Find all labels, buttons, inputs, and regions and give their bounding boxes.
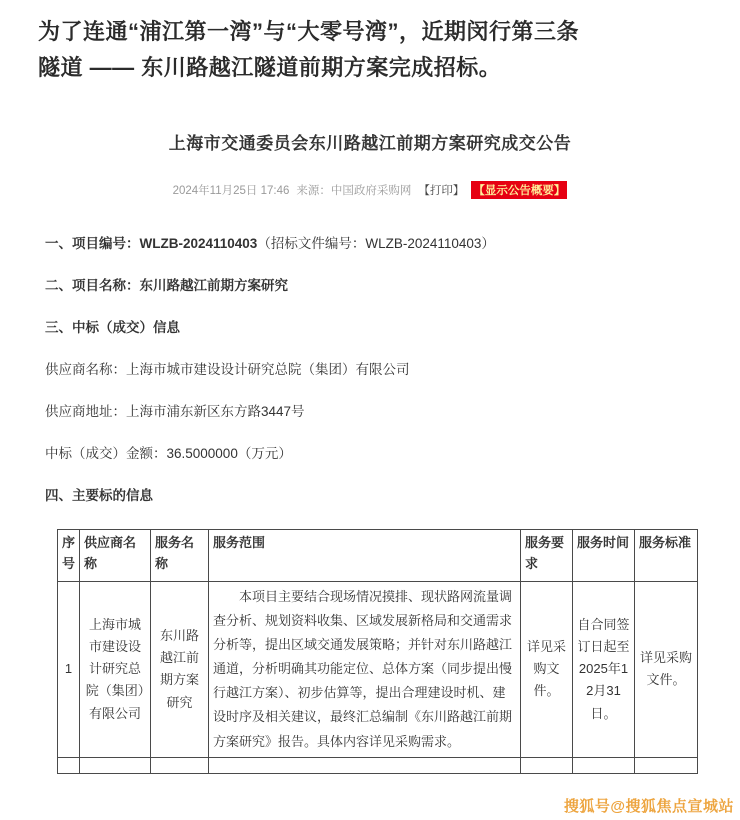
empty-cell — [635, 757, 698, 773]
section-award-info: 三、中标（成交）信息 — [45, 320, 180, 336]
subject-info-table — [57, 529, 698, 773]
cell-service-standard: 详见采购文件。 — [635, 582, 698, 757]
section-project-name: 二、项目名称：东川路越江前期方案研究 — [45, 278, 288, 294]
section-project-number — [45, 235, 695, 252]
empty-cell — [80, 757, 151, 773]
empty-cell — [521, 757, 573, 773]
table-empty-row — [58, 757, 698, 773]
col-header-service-time: 服务时间 — [573, 530, 635, 582]
service-scope-text: 本项目主要结合现场情况摸排、现状路网流量调查分析、规划资料收集、区域发展新格局和交通需求分析等，提出区域交通发展策略；并针对东川路越江通道，分析明确其功能定位、总体方案（同步提出慢行越江方案）、初步估算等，提出合理建设时机、建设时序及相关建议，最终汇总编制《东川路越江前期方案研究》报告。具体内容详见采购需求。 — [213, 589, 513, 749]
table-header-row — [58, 530, 698, 582]
table-row — [58, 582, 698, 757]
col-header-service-requirement: 服务要求 — [521, 530, 573, 582]
cell-service-name: 东川路越江前期方案研究 — [151, 582, 209, 757]
sohu-watermark: 搜狐号@搜狐焦点宣城站 — [563, 798, 734, 815]
project-number-label: 一、项目编号：WLZB-2024110403 — [45, 236, 258, 252]
meta-datetime: 2024年11月25日 17:46 — [172, 185, 290, 198]
cell-service-scope — [209, 582, 521, 757]
meta-source: 来源：中国政府采购网 — [296, 185, 412, 198]
intro-line-1: 为了连通“浦江第一湾”与“大零号湾”，近期闵行第三条 — [38, 19, 580, 44]
empty-cell — [209, 757, 521, 773]
show-summary-button[interactable]: 【显示公告概要】 — [471, 181, 567, 199]
empty-cell — [151, 757, 209, 773]
col-header-service-name: 服务名称 — [151, 530, 209, 582]
announcement-meta — [0, 181, 740, 199]
announcement-title: 上海市交通委员会东川路越江前期方案研究成交公告 — [168, 134, 572, 154]
col-header-service-standard: 服务标准 — [635, 530, 698, 582]
project-number-extra: （招标文件编号：WLZB-2024110403） — [257, 236, 495, 252]
cell-service-time: 自合同签订日起至2025年12月31日。 — [573, 582, 635, 757]
col-header-seq: 序号 — [58, 530, 80, 582]
empty-cell — [573, 757, 635, 773]
intro-paragraph — [38, 14, 702, 85]
supplier-name-line: 供应商名称：上海市城市建设设计研究总院（集团）有限公司 — [45, 362, 410, 378]
col-header-service-scope: 服务范围 — [209, 530, 521, 582]
print-link[interactable]: 【打印】 — [418, 185, 465, 198]
cell-service-requirement: 详见采购文件。 — [521, 582, 573, 757]
announcement-body — [0, 235, 740, 773]
col-header-supplier: 供应商名称 — [80, 530, 151, 582]
cell-supplier: 上海市城市建设设计研究总院（集团）有限公司 — [80, 582, 151, 757]
cell-seq: 1 — [58, 582, 80, 757]
empty-cell — [58, 757, 80, 773]
award-amount-line: 中标（成交）金额：36.5000000（万元） — [45, 446, 292, 462]
intro-line-2: 隧道 —— 东川路越江隧道前期方案完成招标。 — [38, 54, 502, 80]
supplier-address-line: 供应商地址：上海市浦东新区东方路3447号 — [45, 404, 305, 420]
section-main-subject: 四、主要标的信息 — [45, 488, 153, 504]
